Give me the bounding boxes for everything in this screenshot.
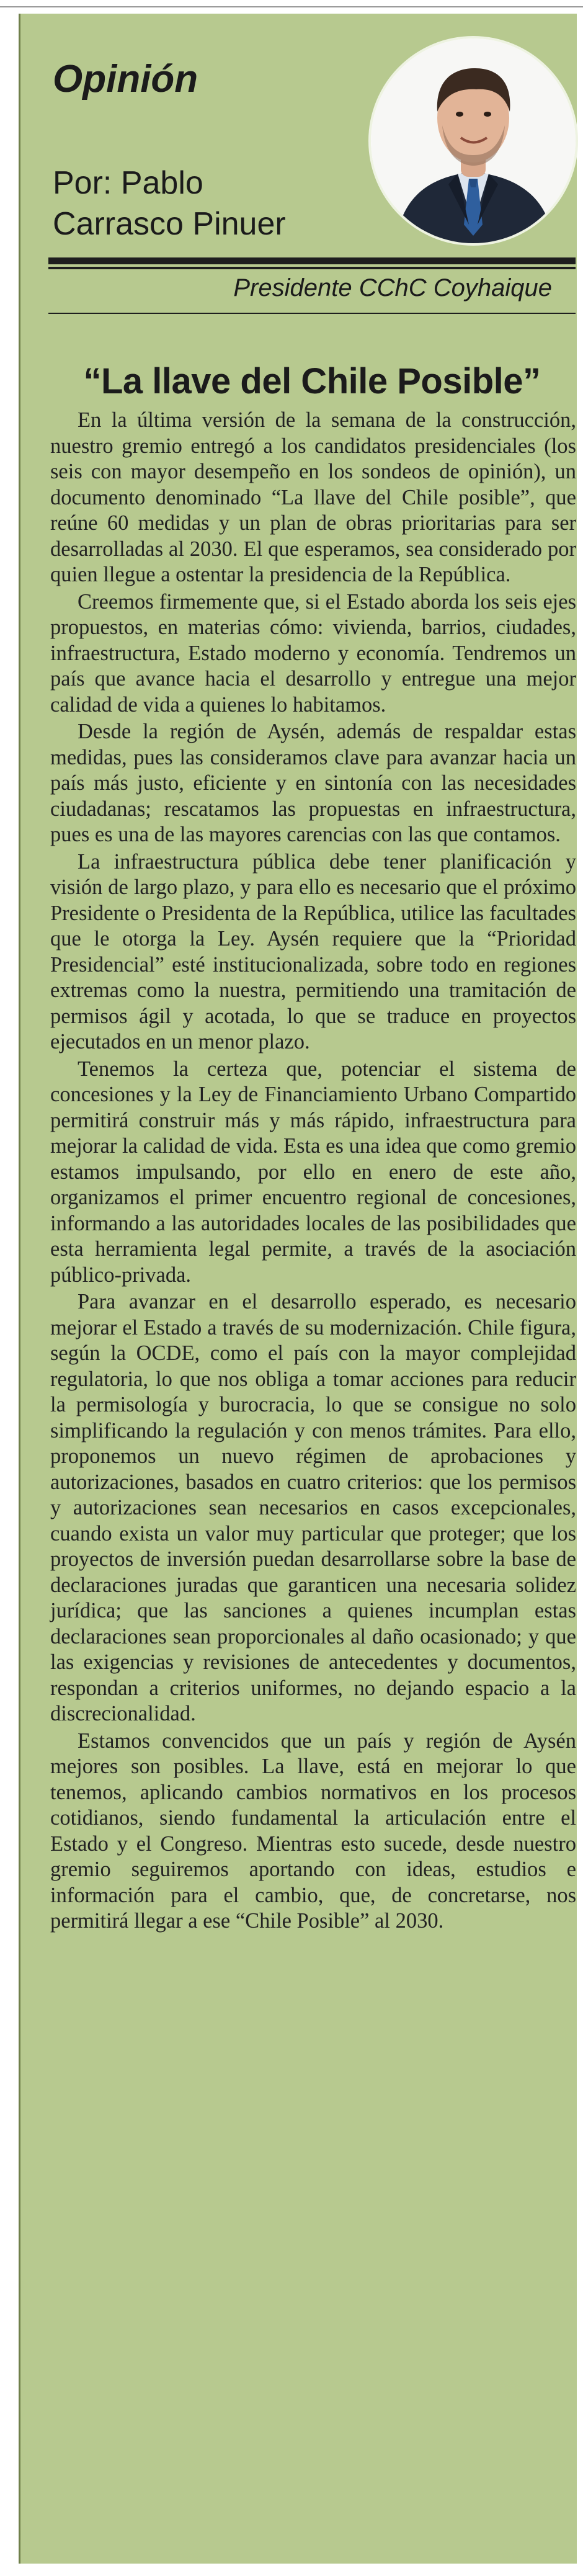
article-paragraph: Desde la región de Aysén, además de respaldar estas medidas, pues las consideramos clave para avanzar hacia un país más justo, eficiente y en sintonía con las necesidades ciudadanas; rescatamos las propuestas en infraestructura, pues es una de las mayores carencias con las que contamos. (50, 720, 576, 846)
role-divider (48, 313, 576, 314)
column-header (53, 57, 198, 101)
article-paragraph: En la última versión de la semana de la construcción, nuestro gremio entregó a los candidatos presidenciales (los seis con mayor desempeño en los sondeos de opinión), un documento denominado “La llave del Chile posible”, que reúne 60 medidas y un plan de obras prioritarias para ser desarrolladas al 2030. El que esperamos, sea considerado por quien llegue a ostentar la presidencia de la República. (50, 408, 576, 586)
section-label: Opinión (53, 58, 198, 101)
author-role: Presidente CChC Coyhaique (233, 274, 552, 302)
article-paragraph: Estamos convencidos que un país y región de Aysén mejores son posibles. La llave, está en mejorar lo que tenemos, aplicando cambios normativos en los procesos cotidianos, siendo fundamental la articulación entre el Estado y el Congreso. Mientras esto sucede, desde nuestro gremio seguiremos aportando con ideas, estudios e información para el cambio, que, de concretarse, nos permitirá llegar a ese “Chile Posible” al 2030. (50, 1729, 576, 1933)
header-divider-thick (48, 257, 576, 264)
author-byline (53, 163, 286, 244)
page-top-rule (0, 0, 583, 7)
article-paragraph: Para avanzar en el desarrollo esperado, es necesario mejorar el Estado a través de su modernización. Chile figura, según la OCDE, como el país con la mayor complejidad regulatoria, lo que nos obliga a tomar acciones para reducir la permisología y burocracia, lo que se consigue no solo simplificando la regulación y con menos trámites. Para ello, proponemos un nuevo régimen de aprobaciones y autorizaciones, basados en cuatro criterios: que los permisos y autorizaciones sean necesarios en casos excepcionales, cuando exista un valor muy particular que proteger; que los proyectos de inversión puedan desarrollarse sobre la base de declaraciones juradas que garanticen una necesaria solidez jurídica; que las sanciones a quienes incumplan estas declaraciones sean proporcionales al daño ocasionado; y que las exigencias y revisiones de antecedentes y documentos, respondan a criterios uniformes, no dejando espacio a la discrecionalidad. (50, 1290, 576, 1725)
article-paragraph: La infraestructura pública debe tener planificación y visión de largo plazo, y para ello es necesario que el próximo Presidente o Presidenta de la República, utilice las facultades que le otorga la Ley. Aysén requiere que la “Prioridad Presidencial” esté institucionalizada, sobre todo en regiones extremas como la nuestra, permitiendo una tramitación de permisos ágil y acotada, lo que se traduce en proyectos ejecutados en un menor plazo. (50, 849, 576, 1053)
author-portrait-image (371, 38, 576, 243)
article-paragraph: Tenemos la certeza que, potenciar el sistema de concesiones y la Ley de Financiamiento Urbano Compartido permitirá construir más y más rápido, infraestructura para mejorar la calidad de vida. Esta es una idea que como gremio estamos impulsando, por ello en enero de este año, organizamos el primer encuentro regional de concesiones, informando a las autoridades locales de las posibilidades que esta herramienta legal permite, a través de la asociación público-privada. (50, 1057, 576, 1287)
opinion-column (19, 14, 577, 2564)
article-headline: “La llave del Chile Posible” (83, 360, 541, 401)
author-line-1: Por: Pablo (53, 165, 203, 201)
author-line-2: Carrasco Pinuer (53, 206, 286, 242)
article-body (50, 408, 576, 1936)
article-paragraph: Creemos firmemente que, si el Estado aborda los seis ejes propuestos, en materias cómo: vivienda, barrios, ciudades, infraestructura, Estado moderno y economía. Tendremos un país que avance hacia el desarrollo y entregue una mejor calidad de vida a quienes lo habitamos. (50, 589, 576, 717)
author-photo (371, 38, 576, 243)
header-divider-thin (48, 267, 576, 269)
